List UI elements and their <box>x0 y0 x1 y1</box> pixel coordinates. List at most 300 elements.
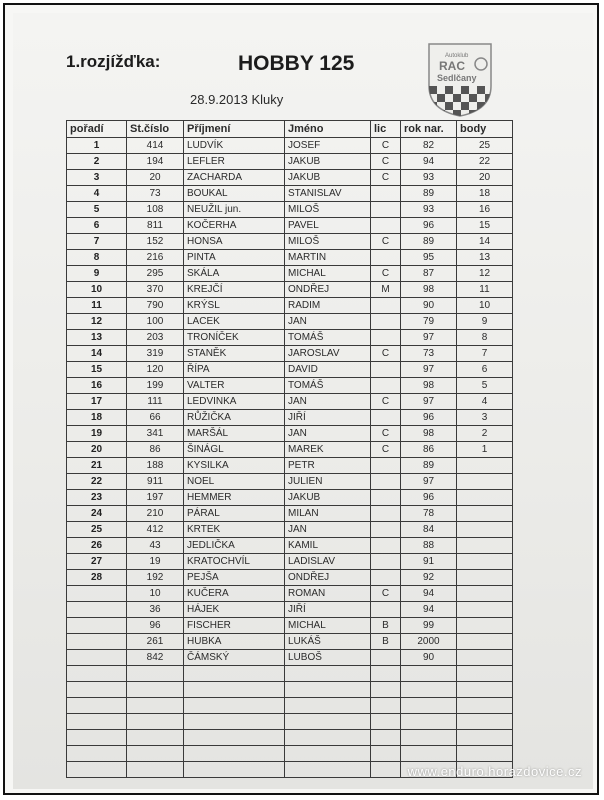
start-number-cell: 199 <box>127 378 184 394</box>
points-cell: 4 <box>457 394 513 410</box>
table-row <box>67 378 513 394</box>
points-cell: 14 <box>457 234 513 250</box>
table-row <box>67 330 513 346</box>
birth-year-cell: 97 <box>401 474 457 490</box>
licence-cell <box>371 458 401 474</box>
surname-cell: JEDLIČKA <box>184 538 285 554</box>
table-row <box>67 618 513 634</box>
birth-year-cell: 84 <box>401 522 457 538</box>
first-name-cell: ONDŘEJ <box>285 282 371 298</box>
birth-year-cell: 91 <box>401 554 457 570</box>
start-number-cell: 210 <box>127 506 184 522</box>
table-row <box>67 362 513 378</box>
rider-rank-cell: 1 <box>67 138 127 154</box>
start-number-cell: 790 <box>127 298 184 314</box>
birth-year-cell: 2000 <box>401 634 457 650</box>
first-name-cell: LUBOŠ <box>285 650 371 666</box>
birth-year-cell: 94 <box>401 586 457 602</box>
surname-cell: KRÝSL <box>184 298 285 314</box>
points-cell: 5 <box>457 378 513 394</box>
first-name-cell <box>285 730 371 746</box>
licence-cell <box>371 506 401 522</box>
licence-cell: C <box>371 154 401 170</box>
rider-rank-cell <box>67 602 127 618</box>
birth-year-cell: 97 <box>401 362 457 378</box>
licence-cell <box>371 218 401 234</box>
points-cell <box>457 554 513 570</box>
start-number-cell <box>127 714 184 730</box>
birth-year-cell: 86 <box>401 442 457 458</box>
birth-year-cell: 89 <box>401 234 457 250</box>
rider-rank-cell: 17 <box>67 394 127 410</box>
table-row <box>67 698 513 714</box>
start-number-cell: 842 <box>127 650 184 666</box>
start-number-cell: 111 <box>127 394 184 410</box>
first-name-cell: JAN <box>285 314 371 330</box>
surname-cell: PEJŠA <box>184 570 285 586</box>
first-name-cell: JAN <box>285 394 371 410</box>
col-licence: lic <box>371 121 401 138</box>
birth-year-cell: 88 <box>401 538 457 554</box>
birth-year-cell <box>401 746 457 762</box>
rider-rank-cell: 23 <box>67 490 127 506</box>
rider-rank-cell: 18 <box>67 410 127 426</box>
points-cell: 7 <box>457 346 513 362</box>
rider-rank-cell: 19 <box>67 426 127 442</box>
licence-cell <box>371 554 401 570</box>
start-number-cell: 911 <box>127 474 184 490</box>
birth-year-cell <box>401 682 457 698</box>
birth-year-cell: 78 <box>401 506 457 522</box>
first-name-cell <box>285 698 371 714</box>
first-name-cell: JOSEF <box>285 138 371 154</box>
rider-rank-cell: 3 <box>67 170 127 186</box>
licence-cell: C <box>371 346 401 362</box>
table-row <box>67 538 513 554</box>
birth-year-cell: 96 <box>401 410 457 426</box>
surname-cell: HONSA <box>184 234 285 250</box>
table-row <box>67 282 513 298</box>
first-name-cell: JIŘÍ <box>285 410 371 426</box>
surname-cell: ŠINÁGL <box>184 442 285 458</box>
first-name-cell: JAN <box>285 522 371 538</box>
birth-year-cell: 94 <box>401 154 457 170</box>
start-number-cell: 192 <box>127 570 184 586</box>
licence-cell <box>371 298 401 314</box>
licence-cell: C <box>371 170 401 186</box>
rider-rank-cell <box>67 698 127 714</box>
points-cell <box>457 522 513 538</box>
licence-cell <box>371 490 401 506</box>
surname-cell: STANĚK <box>184 346 285 362</box>
points-cell <box>457 474 513 490</box>
first-name-cell: JAN <box>285 426 371 442</box>
surname-cell <box>184 730 285 746</box>
rider-rank-cell: 14 <box>67 346 127 362</box>
surname-cell <box>184 714 285 730</box>
birth-year-cell: 93 <box>401 202 457 218</box>
table-row <box>67 602 513 618</box>
birth-year-cell: 98 <box>401 378 457 394</box>
first-name-cell: STANISLAV <box>285 186 371 202</box>
rider-rank-cell: 22 <box>67 474 127 490</box>
surname-cell: TRONÍČEK <box>184 330 285 346</box>
surname-cell: NOEL <box>184 474 285 490</box>
licence-cell: B <box>371 634 401 650</box>
surname-cell: VALTER <box>184 378 285 394</box>
licence-cell <box>371 730 401 746</box>
first-name-cell: DAVID <box>285 362 371 378</box>
start-number-cell: 197 <box>127 490 184 506</box>
first-name-cell <box>285 746 371 762</box>
rider-rank-cell: 27 <box>67 554 127 570</box>
club-logo <box>421 40 499 118</box>
birth-year-cell <box>401 714 457 730</box>
col-first-name: Jméno <box>285 121 371 138</box>
rider-rank-cell <box>67 714 127 730</box>
points-cell: 1 <box>457 442 513 458</box>
birth-year-cell: 79 <box>401 314 457 330</box>
points-cell <box>457 650 513 666</box>
birth-year-cell: 90 <box>401 650 457 666</box>
points-cell <box>457 634 513 650</box>
table-row <box>67 554 513 570</box>
table-row <box>67 506 513 522</box>
first-name-cell: JULIEN <box>285 474 371 490</box>
start-number-cell: 412 <box>127 522 184 538</box>
points-cell: 3 <box>457 410 513 426</box>
start-number-cell: 341 <box>127 426 184 442</box>
first-name-cell: MAREK <box>285 442 371 458</box>
table-row <box>67 714 513 730</box>
points-cell <box>457 570 513 586</box>
birth-year-cell: 89 <box>401 458 457 474</box>
start-number-cell: 66 <box>127 410 184 426</box>
points-cell <box>457 682 513 698</box>
table-row <box>67 586 513 602</box>
birth-year-cell: 73 <box>401 346 457 362</box>
table-row <box>67 746 513 762</box>
surname-cell: KOČERHA <box>184 218 285 234</box>
surname-cell <box>184 762 285 778</box>
rider-rank-cell: 28 <box>67 570 127 586</box>
start-number-cell: 811 <box>127 218 184 234</box>
licence-cell <box>371 186 401 202</box>
points-cell <box>457 490 513 506</box>
surname-cell: LUDVÍK <box>184 138 285 154</box>
rider-rank-cell: 13 <box>67 330 127 346</box>
rider-rank-cell <box>67 618 127 634</box>
col-surname: Příjmení <box>184 121 285 138</box>
rider-rank-cell: 7 <box>67 234 127 250</box>
first-name-cell: MARTIN <box>285 250 371 266</box>
start-number-cell <box>127 682 184 698</box>
points-cell: 10 <box>457 298 513 314</box>
first-name-cell: JAKUB <box>285 490 371 506</box>
table-row <box>67 314 513 330</box>
start-number-cell: 370 <box>127 282 184 298</box>
results-table <box>66 120 513 778</box>
licence-cell: C <box>371 442 401 458</box>
points-cell <box>457 666 513 682</box>
logo-line1: Autoklub <box>445 53 469 59</box>
heat-label: 1.rozjížďka: <box>66 52 161 71</box>
table-row <box>67 218 513 234</box>
birth-year-cell: 96 <box>401 218 457 234</box>
birth-year-cell <box>401 730 457 746</box>
rider-rank-cell: 24 <box>67 506 127 522</box>
licence-cell: C <box>371 426 401 442</box>
licence-cell <box>371 362 401 378</box>
birth-year-cell: 89 <box>401 186 457 202</box>
licence-cell: C <box>371 138 401 154</box>
table-row <box>67 170 513 186</box>
start-number-cell <box>127 762 184 778</box>
table-row <box>67 138 513 154</box>
licence-cell: M <box>371 282 401 298</box>
start-number-cell <box>127 698 184 714</box>
licence-cell <box>371 698 401 714</box>
table-row <box>67 250 513 266</box>
rider-rank-cell: 10 <box>67 282 127 298</box>
table-row <box>67 426 513 442</box>
table-row <box>67 298 513 314</box>
licence-cell <box>371 714 401 730</box>
rider-rank-cell <box>67 650 127 666</box>
rider-rank-cell <box>67 730 127 746</box>
first-name-cell: LADISLAV <box>285 554 371 570</box>
licence-cell <box>371 330 401 346</box>
birth-year-cell: 90 <box>401 298 457 314</box>
licence-cell <box>371 250 401 266</box>
surname-cell: MARŠÁL <box>184 426 285 442</box>
table-row <box>67 394 513 410</box>
rider-rank-cell: 5 <box>67 202 127 218</box>
table-row <box>67 730 513 746</box>
table-row <box>67 410 513 426</box>
table-row <box>67 186 513 202</box>
licence-cell <box>371 570 401 586</box>
points-cell: 13 <box>457 250 513 266</box>
start-number-cell: 36 <box>127 602 184 618</box>
licence-cell <box>371 602 401 618</box>
birth-year-cell: 96 <box>401 490 457 506</box>
surname-cell: ČÁMSKÝ <box>184 650 285 666</box>
surname-cell: KYSILKA <box>184 458 285 474</box>
surname-cell: ZACHARDA <box>184 170 285 186</box>
start-number-cell: 43 <box>127 538 184 554</box>
start-number-cell: 414 <box>127 138 184 154</box>
points-cell: 18 <box>457 186 513 202</box>
first-name-cell: TOMÁŠ <box>285 378 371 394</box>
birth-year-cell: 93 <box>401 170 457 186</box>
start-number-cell: 120 <box>127 362 184 378</box>
birth-year-cell <box>401 666 457 682</box>
licence-cell: C <box>371 586 401 602</box>
rider-rank-cell: 26 <box>67 538 127 554</box>
table-row <box>67 666 513 682</box>
first-name-cell <box>285 714 371 730</box>
start-number-cell: 10 <box>127 586 184 602</box>
birth-year-cell: 95 <box>401 250 457 266</box>
birth-year-cell: 82 <box>401 138 457 154</box>
start-number-cell: 86 <box>127 442 184 458</box>
col-birth-year: rok nar. <box>401 121 457 138</box>
points-cell <box>457 618 513 634</box>
surname-cell: KRATOCHVÍL <box>184 554 285 570</box>
rider-rank-cell: 12 <box>67 314 127 330</box>
start-number-cell: 100 <box>127 314 184 330</box>
points-cell: 20 <box>457 170 513 186</box>
birth-year-cell: 97 <box>401 330 457 346</box>
rider-rank-cell: 21 <box>67 458 127 474</box>
first-name-cell <box>285 762 371 778</box>
table-row <box>67 458 513 474</box>
rider-rank-cell: 16 <box>67 378 127 394</box>
surname-cell: PÁRAL <box>184 506 285 522</box>
licence-cell <box>371 410 401 426</box>
licence-cell: C <box>371 266 401 282</box>
first-name-cell <box>285 682 371 698</box>
birth-year-cell: 98 <box>401 282 457 298</box>
birth-year-cell: 97 <box>401 394 457 410</box>
points-cell: 16 <box>457 202 513 218</box>
points-cell: 2 <box>457 426 513 442</box>
rider-rank-cell <box>67 586 127 602</box>
start-number-cell <box>127 730 184 746</box>
race-date: 28.9.2013 Kluky <box>190 92 284 107</box>
points-cell <box>457 714 513 730</box>
rider-rank-cell <box>67 762 127 778</box>
surname-cell: SKÁLA <box>184 266 285 282</box>
first-name-cell: MICHAL <box>285 266 371 282</box>
surname-cell: PINTA <box>184 250 285 266</box>
birth-year-cell: 98 <box>401 426 457 442</box>
birth-year-cell: 99 <box>401 618 457 634</box>
surname-cell <box>184 666 285 682</box>
surname-cell: LEDVINKA <box>184 394 285 410</box>
points-cell <box>457 586 513 602</box>
first-name-cell: JAROSLAV <box>285 346 371 362</box>
first-name-cell: ONDŘEJ <box>285 570 371 586</box>
first-name-cell: MICHAL <box>285 618 371 634</box>
start-number-cell <box>127 746 184 762</box>
rider-rank-cell: 8 <box>67 250 127 266</box>
table-row <box>67 202 513 218</box>
licence-cell <box>371 378 401 394</box>
rider-rank-cell <box>67 746 127 762</box>
rider-rank-cell: 6 <box>67 218 127 234</box>
surname-cell <box>184 698 285 714</box>
start-number-cell: 20 <box>127 170 184 186</box>
table-row <box>67 442 513 458</box>
surname-cell: LEFLER <box>184 154 285 170</box>
points-cell <box>457 602 513 618</box>
start-number-cell: 73 <box>127 186 184 202</box>
col-rank: pořadí <box>67 121 127 138</box>
licence-cell: C <box>371 394 401 410</box>
start-number-cell: 295 <box>127 266 184 282</box>
points-cell: 6 <box>457 362 513 378</box>
points-cell: 22 <box>457 154 513 170</box>
licence-cell <box>371 314 401 330</box>
points-cell: 25 <box>457 138 513 154</box>
surname-cell: KUČERA <box>184 586 285 602</box>
start-number-cell <box>127 666 184 682</box>
licence-cell <box>371 538 401 554</box>
points-cell <box>457 698 513 714</box>
rider-rank-cell <box>67 666 127 682</box>
table-row <box>67 346 513 362</box>
start-number-cell: 108 <box>127 202 184 218</box>
points-cell: 11 <box>457 282 513 298</box>
surname-cell: FISCHER <box>184 618 285 634</box>
first-name-cell: KAMIL <box>285 538 371 554</box>
start-number-cell: 319 <box>127 346 184 362</box>
birth-year-cell: 92 <box>401 570 457 586</box>
surname-cell <box>184 682 285 698</box>
first-name-cell: TOMÁŠ <box>285 330 371 346</box>
licence-cell <box>371 522 401 538</box>
table-row <box>67 650 513 666</box>
first-name-cell: ROMAN <box>285 586 371 602</box>
rider-rank-cell: 4 <box>67 186 127 202</box>
surname-cell: KREJČÍ <box>184 282 285 298</box>
licence-cell <box>371 762 401 778</box>
licence-cell: B <box>371 618 401 634</box>
points-cell <box>457 746 513 762</box>
points-cell <box>457 538 513 554</box>
surname-cell: HUBKA <box>184 634 285 650</box>
rider-rank-cell <box>67 634 127 650</box>
first-name-cell: MILOŠ <box>285 202 371 218</box>
rider-rank-cell: 20 <box>67 442 127 458</box>
start-number-cell: 203 <box>127 330 184 346</box>
table-row <box>67 154 513 170</box>
points-cell: 12 <box>457 266 513 282</box>
start-number-cell: 19 <box>127 554 184 570</box>
licence-cell <box>371 666 401 682</box>
rider-rank-cell: 11 <box>67 298 127 314</box>
licence-cell <box>371 474 401 490</box>
surname-cell: LACEK <box>184 314 285 330</box>
logo-line3: Sedlčany <box>437 73 477 83</box>
table-row <box>67 682 513 698</box>
table-row <box>67 522 513 538</box>
table-row <box>67 570 513 586</box>
licence-cell <box>371 746 401 762</box>
points-cell: 8 <box>457 330 513 346</box>
class-title: HOBBY 125 <box>238 52 355 75</box>
first-name-cell <box>285 666 371 682</box>
start-number-cell: 152 <box>127 234 184 250</box>
birth-year-cell: 94 <box>401 602 457 618</box>
first-name-cell: MILOŠ <box>285 234 371 250</box>
licence-cell: C <box>371 234 401 250</box>
col-start-number: St.číslo <box>127 121 184 138</box>
table-row <box>67 634 513 650</box>
rider-rank-cell: 15 <box>67 362 127 378</box>
table-row <box>67 474 513 490</box>
first-name-cell: JAKUB <box>285 170 371 186</box>
start-number-cell: 261 <box>127 634 184 650</box>
surname-cell: HÁJEK <box>184 602 285 618</box>
birth-year-cell <box>401 698 457 714</box>
first-name-cell: JAKUB <box>285 154 371 170</box>
logo-line2: RAC <box>439 59 465 73</box>
rider-rank-cell: 25 <box>67 522 127 538</box>
first-name-cell: PAVEL <box>285 218 371 234</box>
